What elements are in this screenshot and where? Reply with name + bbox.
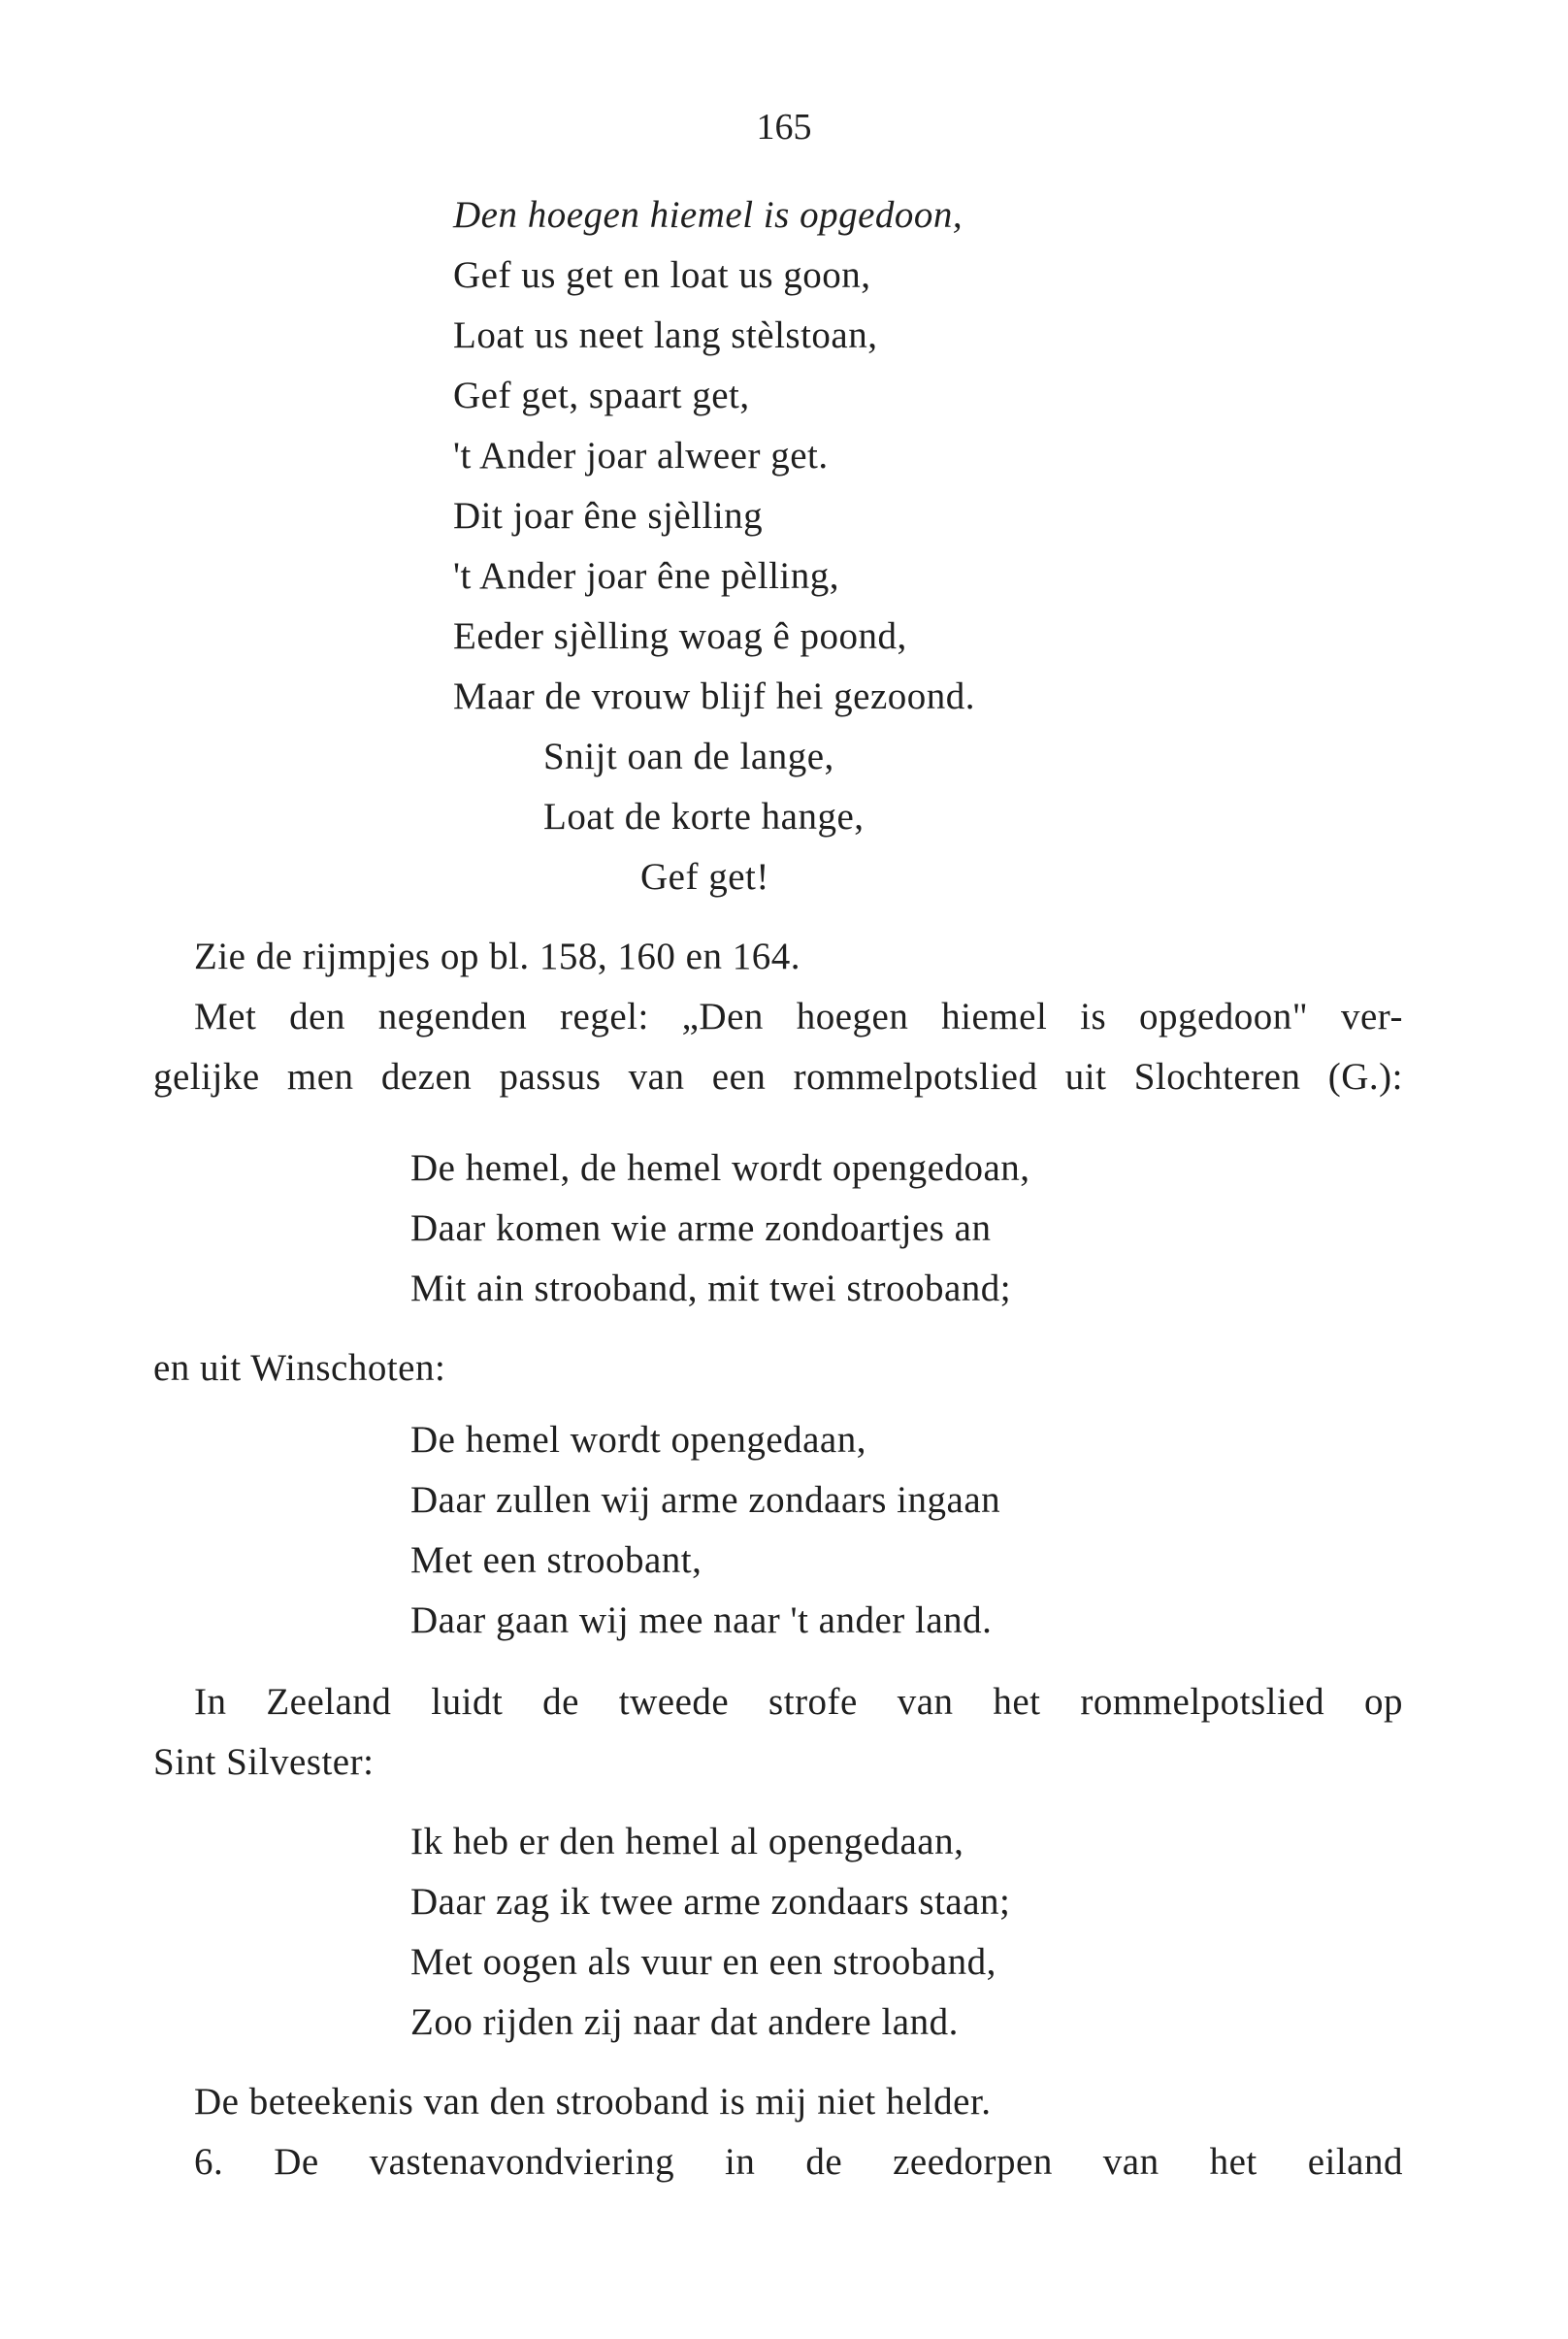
poem1-line-9: Maar de vrouw blijf hei gezoond. (453, 675, 976, 717)
prose-zeeland-line-1: In Zeeland luidt de tweede strofe van het rommelpotslied op (194, 1681, 1403, 1723)
poem1-line-2: Gef us get en loat us goon, (453, 254, 871, 296)
poem3-line-3: Met een stroobant, (410, 1539, 702, 1581)
poem1-line-8: Eeder sjèlling woag ê poond, (453, 615, 907, 657)
poem1-line-11: Loat de korte hange, (543, 796, 865, 838)
poem1-line-10: Snijt oan de lange, (543, 736, 834, 777)
poem2-line-1: De hemel, de hemel wordt opengedoan, (410, 1147, 1030, 1189)
poem3-line-1: De hemel wordt opengedaan, (410, 1419, 866, 1461)
poem4-line-4: Zoo rijden zij naar dat andere land. (410, 2001, 959, 2043)
poem1-line-3: Loat us neet lang stèlstoan, (453, 314, 878, 356)
prose-section-6: 6. De vastenavondviering in de zeedorpen van het eiland (194, 2141, 1403, 2183)
poem1-line-4: Gef get, spaart get, (453, 375, 750, 416)
prose-zeeland-line-2: Sint Silvester: (153, 1741, 375, 1783)
poem4-line-2: Daar zag ik twee arme zondaars staan; (410, 1881, 1011, 1923)
poem2-line-2: Daar komen wie arme zondoartjes an (410, 1207, 992, 1249)
poem1-line-1: Den hoegen hiemel is opgedoon, (453, 194, 964, 236)
prose-winschoten: en uit Winschoten: (153, 1347, 446, 1389)
poem4-line-1: Ik heb er den hemel al opengedaan, (410, 1821, 964, 1862)
poem1-line-12: Gef get! (640, 856, 769, 898)
poem1-line-5: 't Ander joar alweer get. (453, 435, 829, 477)
poem3-line-4: Daar gaan wij mee naar 't ander land. (410, 1599, 993, 1641)
poem1-line-7: 't Ander joar êne pèlling, (453, 555, 839, 597)
poem1-line-6: Dit joar êne sjèlling (453, 495, 764, 537)
prose-ninth-line-2: gelijke men dezen passus van een rommelpotslied uit Slochteren (G.): (153, 1056, 1403, 1098)
poem2-line-3: Mit ain strooband, mit twei strooband; (410, 1268, 1012, 1309)
poem4-line-3: Met oogen als vuur en een strooband, (410, 1941, 996, 1983)
prose-see-rhymes: Zie de rijmpjes op bl. 158, 160 en 164. (194, 936, 800, 977)
prose-ninth-line-1: Met den negenden regel: „Den hoegen hiemel is opgedoon" ver- (194, 996, 1403, 1038)
page-number: 165 (756, 107, 812, 148)
poem3-line-2: Daar zullen wij arme zondaars ingaan (410, 1479, 1001, 1521)
prose-strooband-meaning: De beteekenis van den strooband is mij niet helder. (194, 2081, 992, 2123)
